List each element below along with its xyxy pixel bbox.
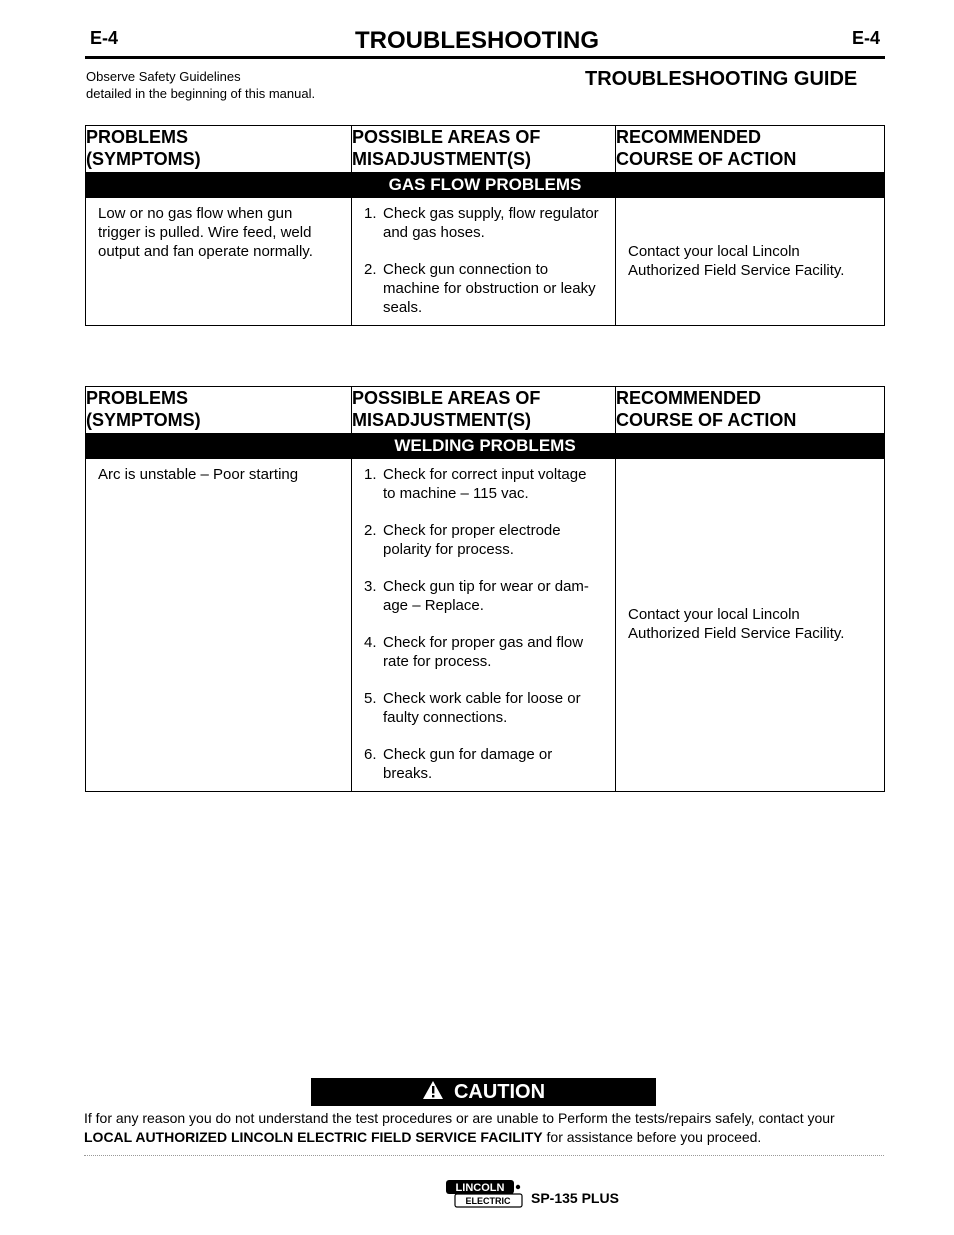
column-header-areas: POSSIBLE AREAS OF MISADJUSTMENT(S) — [352, 126, 616, 173]
column-header-problems: PROBLEMS (SYMPTOMS) — [86, 126, 352, 173]
column-header-action: RECOMMENDED COURSE OF ACTION — [616, 126, 885, 173]
problem-line: Arc is unstable – Poor starting — [98, 466, 299, 483]
caution-bar — [311, 1078, 656, 1106]
warning-triangle-icon — [422, 1080, 444, 1105]
table-header-row — [86, 387, 885, 434]
list-item: 3. Check gun tip for wear or dam- age – Replace. — [364, 578, 589, 614]
safety-note-line: Observe Safety Guidelines — [86, 69, 241, 84]
safety-note-line: detailed in the beginning of this manual. — [86, 86, 316, 101]
logo-top-text: LINCOLN — [455, 1182, 505, 1194]
welding-problems-table — [85, 386, 885, 792]
page-label-right: E-4 — [852, 28, 881, 48]
action-line: Contact your local Lincoln — [628, 606, 800, 623]
section-band: WELDING PROBLEMS — [86, 434, 885, 459]
caution-text — [84, 1109, 884, 1147]
action-cell — [616, 459, 885, 792]
problem-line: output and fan operate normally. — [98, 243, 313, 260]
list-item: 6. Check gun for damage or breaks. — [364, 746, 553, 782]
gas-flow-table — [85, 125, 885, 326]
column-header-action: RECOMMENDED COURSE OF ACTION — [616, 387, 885, 434]
areas-cell — [352, 459, 616, 792]
header-rule — [85, 56, 885, 59]
problem-line: Low or no gas flow when gun — [98, 205, 293, 222]
section-band-row — [86, 434, 885, 459]
table-row — [86, 459, 885, 792]
model-name: SP-135 PLUS — [531, 1190, 619, 1206]
problem-cell — [86, 198, 352, 326]
problem-line: trigger is pulled. Wire feed, weld — [98, 224, 312, 241]
areas-cell — [352, 198, 616, 326]
action-line: Authorized Field Service Facility. — [628, 625, 845, 642]
caution-tail: for assistance before you proceed. — [542, 1129, 762, 1145]
caution-label: CAUTION — [453, 1080, 546, 1103]
page-label-left: E-4 — [90, 28, 119, 48]
safety-note — [86, 68, 315, 102]
lincoln-electric-logo — [445, 1179, 525, 1214]
page-title: TROUBLESHOOTING — [355, 27, 599, 54]
table-header-row — [86, 126, 885, 173]
action-line: Authorized Field Service Facility. — [628, 261, 845, 279]
action-line: Contact your local Lincoln — [628, 242, 800, 260]
action-cell — [616, 198, 885, 326]
list-item: 4. Check for proper gas and flow rate for process. — [364, 634, 584, 670]
caution-line: If for any reason you do not understand the test procedures or are unable to Perform the tests/repairs safely, contact your — [84, 1110, 835, 1126]
list-item: 2. Check for proper electrode polarity for process. — [364, 522, 561, 558]
list-item: 5. Check work cable for loose or faulty connections. — [364, 690, 581, 726]
section-title: TROUBLESHOOTING GUIDE — [585, 68, 858, 90]
column-header-areas: POSSIBLE AREAS OF MISADJUSTMENT(S) — [352, 387, 616, 434]
section-band-row — [86, 173, 885, 198]
list-item: 1. Check gas supply, flow regulator and gas hoses. — [364, 205, 599, 241]
section-band: GAS FLOW PROBLEMS — [86, 173, 885, 198]
caution-emphasis: LOCAL AUTHORIZED LINCOLN ELECTRIC FIELD SERVICE FACILITY — [84, 1129, 543, 1145]
list-item: 1. Check for correct input voltage to machine – 115 vac. — [364, 466, 587, 502]
logo-bottom-text: ELECTRIC — [465, 1196, 511, 1206]
problem-cell — [86, 459, 352, 792]
column-header-problems: PROBLEMS (SYMPTOMS) — [86, 387, 352, 434]
table-row — [86, 198, 885, 326]
footer-rule — [84, 1155, 884, 1156]
list-item: 2. Check gun connection to machine for obstruction or leaky seals. — [364, 261, 596, 316]
caution-line — [84, 1128, 884, 1147]
